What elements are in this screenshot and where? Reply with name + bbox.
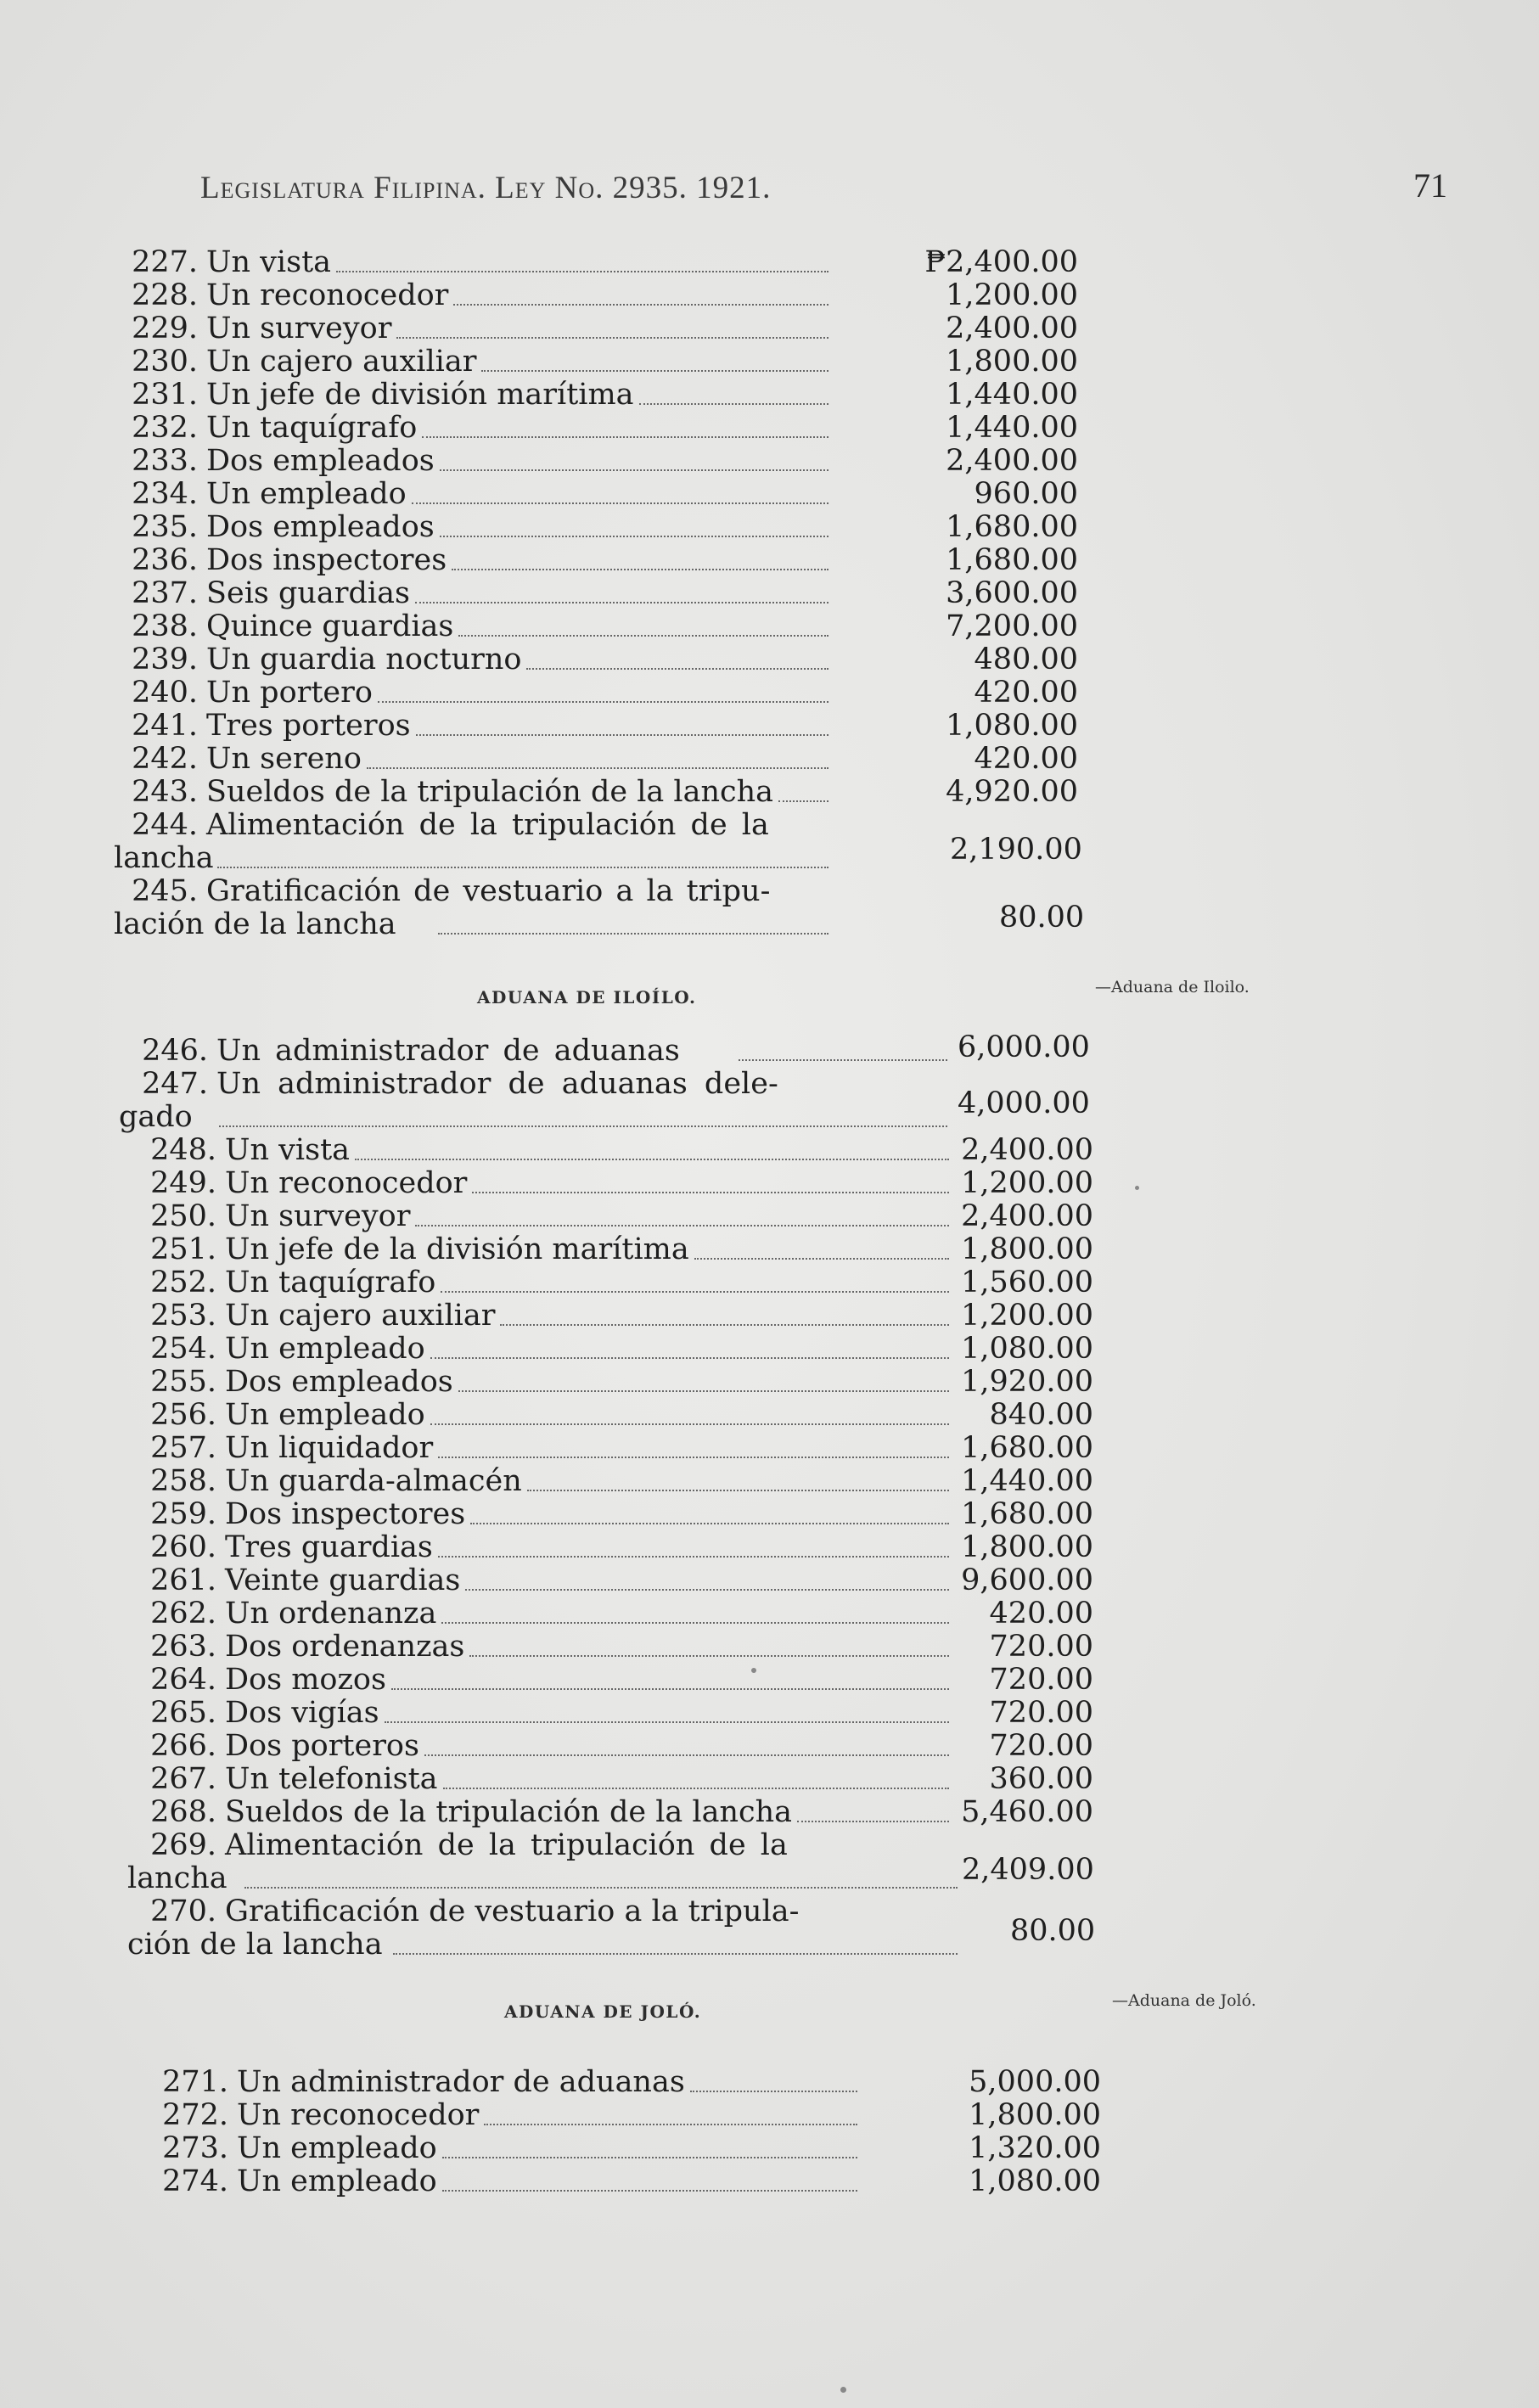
list-entry: [90, 610, 1092, 643]
dot-leader: [415, 602, 828, 603]
entry-description: Un cajero auxiliar: [206, 345, 477, 379]
page-number: 71: [1413, 166, 1447, 205]
entry-number: 262.: [150, 1597, 216, 1631]
entry-description: Sueldos de la tripulación de la lancha: [225, 1795, 792, 1829]
entry-amount: 2,409.00: [962, 1853, 1094, 1887]
entry-description: Dos inspectores: [206, 543, 447, 577]
entry-amount: 420.00: [974, 742, 1078, 776]
entry-description: Un telefonista: [225, 1762, 438, 1796]
entry-amount: 720.00: [989, 1696, 1093, 1730]
paper-speck: [840, 2387, 846, 2393]
entry-number: 227.: [132, 245, 198, 279]
entry-amount: 2,400.00: [961, 1199, 1093, 1233]
entry-amount: 3,600.00: [946, 576, 1078, 610]
entry-amount: 1,920.00: [961, 1365, 1093, 1399]
section-heading-iloilo: ADUANA DE ILOÍLO.: [477, 987, 697, 1008]
entry-number: 255.: [150, 1365, 216, 1399]
entry-number: 245.: [132, 874, 198, 908]
entry-269: [100, 1829, 1102, 1895]
entry-description: Seis guardias: [206, 576, 410, 610]
entry-number: 248.: [150, 1133, 216, 1167]
entry-number: 264.: [150, 1663, 216, 1697]
dot-leader: [527, 1490, 949, 1491]
entry-amount: 1,800.00: [969, 2098, 1101, 2132]
entry-description: Un administrador de aduanas dele-: [216, 1067, 778, 1101]
entry-number: 247.: [142, 1067, 208, 1101]
dot-leader: [367, 767, 828, 769]
dot-leader: [481, 370, 828, 372]
entry-amount: 1,560.00: [961, 1266, 1093, 1299]
list-entry: [100, 1498, 1102, 1531]
entry-number: 269.: [150, 1828, 216, 1862]
dot-leader: [797, 1821, 949, 1822]
dot-leader: [465, 1589, 949, 1591]
entry-amount: ₱2,400.00: [924, 245, 1078, 279]
entry-description: Un jefe de división marítima: [206, 378, 634, 412]
entry-amount: 9,600.00: [961, 1563, 1093, 1597]
entry-amount: 360.00: [989, 1762, 1093, 1796]
entry-number: 246.: [142, 1034, 208, 1068]
dot-leader: [440, 536, 828, 537]
entry-amount: 720.00: [989, 1663, 1093, 1697]
entry-number: 238.: [132, 609, 198, 643]
entry-description: Un taquígrafo: [225, 1266, 436, 1299]
entry-amount: 7,200.00: [946, 609, 1078, 643]
list-entry: [90, 776, 1092, 809]
entry-number: 235.: [132, 510, 198, 544]
entry-number: 230.: [132, 345, 198, 379]
entry-amount: 720.00: [989, 1630, 1093, 1664]
entry-amount: 1,200.00: [961, 1166, 1093, 1200]
entry-amount: 1,080.00: [969, 2164, 1101, 2198]
entry-number: 232.: [132, 411, 198, 445]
entry-description: Un taquígrafo: [206, 411, 418, 445]
list-entry: [100, 1564, 1102, 1597]
entry-amount: 2,400.00: [946, 312, 1078, 345]
dot-leader: [442, 2190, 857, 2192]
entry-number: 256.: [150, 1398, 216, 1432]
entry-number: 259.: [150, 1497, 216, 1531]
entry-number: 252.: [150, 1266, 216, 1299]
entry-number: 251.: [150, 1232, 216, 1266]
dot-leader: [694, 1258, 949, 1260]
list-entry: [100, 1697, 1102, 1730]
entry-description: Un sereno: [206, 742, 362, 776]
entry-description: Dos empleados: [206, 444, 435, 478]
entry-description: Un administrador de aduanas: [216, 1034, 680, 1068]
entry-description: Un guarda-almacén: [225, 1464, 522, 1498]
entry-number: 273.: [162, 2131, 228, 2165]
dot-leader: [500, 1324, 949, 1326]
entry-description: Un surveyor: [206, 312, 392, 345]
entry-description: Gratificación de vestuario a la tripula-: [225, 1894, 800, 1928]
dot-leader: [430, 1423, 949, 1425]
entry-amount: 1,440.00: [961, 1464, 1093, 1498]
list-entry: [100, 1597, 1102, 1631]
section-1-list: [90, 246, 1092, 941]
dot-leader: [422, 436, 828, 438]
entry-amount: 80.00: [999, 901, 1085, 935]
entry-amount: 1,800.00: [961, 1530, 1093, 1564]
list-entry: [90, 643, 1092, 676]
section-2-list: [100, 1030, 1102, 1962]
entry-amount: 1,680.00: [961, 1497, 1093, 1531]
list-entry: [100, 1432, 1102, 1465]
entry-description: Un empleado: [206, 477, 407, 511]
entry-amount: 1,440.00: [946, 411, 1078, 445]
list-entry: [112, 2132, 1114, 2165]
entry-number: 236.: [132, 543, 198, 577]
dot-leader: [430, 1357, 949, 1359]
dot-leader: [458, 1390, 949, 1392]
entry-number: 241.: [132, 709, 198, 743]
list-entry: [100, 1333, 1102, 1366]
entry-number: 263.: [150, 1630, 216, 1664]
entry-amount: 4,000.00: [958, 1086, 1090, 1120]
entry-number: 234.: [132, 477, 198, 511]
entry-description: Un ordenanza: [225, 1597, 437, 1631]
dot-leader: [472, 1192, 949, 1193]
entry-description: Veinte guardias: [225, 1563, 461, 1597]
entry-amount: 480.00: [974, 643, 1078, 676]
dot-leader: [396, 337, 828, 339]
list-entry: [90, 412, 1092, 445]
entry-number: 265.: [150, 1696, 216, 1730]
entry-amount: 1,200.00: [961, 1299, 1093, 1333]
list-entry: [90, 379, 1092, 412]
entry-description: Un reconocedor: [206, 278, 449, 312]
list-entry: [90, 246, 1092, 279]
entry-244: [90, 809, 1092, 875]
dot-leader: [778, 800, 828, 802]
entry-description: Un administrador de aduanas: [237, 2065, 685, 2099]
entry-description: Tres porteros: [206, 709, 411, 743]
entry-amount: 960.00: [974, 477, 1078, 511]
dot-leader: [391, 1688, 949, 1690]
dot-leader: [469, 1655, 949, 1657]
entry-amount: 2,400.00: [946, 444, 1078, 478]
list-entry: [100, 1531, 1102, 1564]
entry-number: 243.: [132, 775, 198, 809]
entry-description: Dos porteros: [225, 1729, 419, 1763]
entry-number: 253.: [150, 1299, 216, 1333]
entry-number: 250.: [150, 1199, 216, 1233]
list-entry: [100, 1233, 1102, 1266]
entry-number: 266.: [150, 1729, 216, 1763]
entry-description: Dos vigías: [225, 1696, 379, 1730]
entry-description-cont: lancha: [114, 841, 214, 875]
entry-270: [100, 1895, 1102, 1962]
entry-description: Un vista: [206, 245, 332, 279]
entry-number: 244.: [132, 808, 198, 842]
entry-number: 260.: [150, 1530, 216, 1564]
entry-amount: 2,400.00: [961, 1133, 1093, 1167]
entry-amount: 5,000.00: [969, 2065, 1101, 2099]
dot-leader: [458, 635, 828, 637]
entry-description: Dos empleados: [206, 510, 435, 544]
entry-description: Un reconocedor: [225, 1166, 468, 1200]
dot-leader: [412, 502, 828, 504]
list-entry: [112, 2066, 1114, 2099]
entry-amount: 420.00: [989, 1597, 1093, 1631]
margin-note-jolo: —Aduana de Joló.: [1112, 1991, 1256, 2010]
list-entry: [100, 1366, 1102, 1399]
dot-leader: [415, 1225, 949, 1226]
entry-description-cont: lación de la lancha: [114, 907, 396, 941]
entry-amount: 1,680.00: [946, 510, 1078, 544]
dot-leader: [378, 701, 828, 703]
dot-leader: [440, 469, 828, 471]
entry-245: [90, 875, 1092, 941]
entry-number: 270.: [150, 1894, 216, 1928]
section-heading-jolo: ADUANA DE JOLÓ.: [504, 2001, 702, 2022]
entry-number: 237.: [132, 576, 198, 610]
margin-note-iloilo: —Aduana de Iloilo.: [1095, 978, 1250, 996]
list-entry: [90, 743, 1092, 776]
entry-amount: 1,440.00: [946, 378, 1078, 412]
entry-description: Un jefe de la división marítima: [225, 1232, 689, 1266]
entry-number: 242.: [132, 742, 198, 776]
list-entry: [90, 676, 1092, 710]
entry-number: 268.: [150, 1795, 216, 1829]
list-entry: [100, 1730, 1102, 1763]
entry-amount: 420.00: [974, 676, 1078, 710]
dot-leader: [526, 668, 828, 670]
running-head: Legislatura Filipina. Ley No. 2935. 1921.: [200, 171, 772, 205]
entry-number: 274.: [162, 2164, 228, 2198]
entry-description: Tres guardias: [225, 1530, 433, 1564]
list-entry: [90, 445, 1092, 478]
entry-amount: 1,680.00: [961, 1431, 1093, 1465]
list-entry: [100, 1134, 1102, 1167]
entry-description-cont: gado: [119, 1100, 193, 1134]
list-entry: [100, 1763, 1102, 1796]
entry-246: [100, 1030, 1102, 1068]
entry-amount: 1,200.00: [946, 278, 1078, 312]
entry-description: Un guardia nocturno: [206, 643, 522, 676]
dot-leader: [470, 1523, 949, 1524]
dot-leader: [484, 2124, 857, 2125]
entry-number: 233.: [132, 444, 198, 478]
entry-description: Gratificación de vestuario a la tripu-: [206, 874, 771, 908]
entry-description: Un cajero auxiliar: [225, 1299, 496, 1333]
list-entry: [90, 279, 1092, 312]
entry-description: Sueldos de la tripulación de la lancha: [206, 775, 773, 809]
entry-number: 254.: [150, 1332, 216, 1366]
dot-leader: [441, 1291, 949, 1293]
entry-description: Un empleado: [237, 2131, 437, 2165]
list-entry: [112, 2099, 1114, 2132]
dot-leader: [438, 1457, 949, 1458]
entry-description: Alimentación de la tripulación de la: [225, 1828, 788, 1862]
entry-number: 267.: [150, 1762, 216, 1796]
entry-number: 239.: [132, 643, 198, 676]
entry-amount: 1,800.00: [961, 1232, 1093, 1266]
entry-amount: 80.00: [1010, 1914, 1096, 1948]
entry-description: Dos mozos: [225, 1663, 386, 1697]
list-entry: [100, 1664, 1102, 1697]
dot-leader: [639, 403, 828, 405]
entry-number: 257.: [150, 1431, 216, 1465]
entry-description: Alimentación de la tripulación de la: [206, 808, 769, 842]
list-entry: [90, 312, 1092, 345]
dot-leader: [424, 1754, 949, 1756]
entry-description: Un vista: [225, 1133, 351, 1167]
entry-amount: 720.00: [989, 1729, 1093, 1763]
list-entry: [100, 1200, 1102, 1233]
entry-247: [100, 1068, 1102, 1134]
entry-amount: 5,460.00: [961, 1795, 1093, 1829]
entry-amount: 1,680.00: [946, 543, 1078, 577]
entry-description: Dos inspectores: [225, 1497, 466, 1531]
list-entry: [90, 710, 1092, 743]
entry-number: 261.: [150, 1563, 216, 1597]
entry-description: Dos ordenanzas: [225, 1630, 465, 1664]
list-entry: [100, 1399, 1102, 1432]
dot-leader: [336, 271, 828, 272]
entry-amount: 840.00: [989, 1398, 1093, 1432]
dot-leader: [442, 2157, 857, 2158]
entry-amount: 1,080.00: [946, 709, 1078, 743]
paper-speck: [751, 1668, 756, 1673]
entry-number: 228.: [132, 278, 198, 312]
list-entry: [100, 1465, 1102, 1498]
entry-number: 229.: [132, 312, 198, 345]
entry-description: Dos empleados: [225, 1365, 453, 1399]
dot-leader: [441, 1622, 949, 1624]
entry-description: Quince guardias: [206, 609, 454, 643]
list-entry: [112, 2165, 1114, 2198]
paper-speck: [1135, 1186, 1139, 1190]
list-entry: [100, 1631, 1102, 1664]
list-entry: [100, 1299, 1102, 1333]
entry-number: 271.: [162, 2065, 228, 2099]
dot-leader: [443, 1788, 949, 1789]
entry-description-cont: lancha: [127, 1861, 227, 1895]
entry-description: Un surveyor: [225, 1199, 411, 1233]
entry-amount: 2,190.00: [950, 833, 1082, 867]
dot-leader: [355, 1159, 949, 1160]
entry-description: Un empleado: [225, 1332, 425, 1366]
list-entry: [90, 544, 1092, 577]
dot-leader: [438, 1556, 949, 1558]
entry-number: 258.: [150, 1464, 216, 1498]
list-entry: [90, 478, 1092, 511]
entry-amount: 6,000.00: [958, 1030, 1090, 1064]
list-entry: [90, 345, 1092, 379]
entry-description: Un reconocedor: [237, 2098, 480, 2132]
list-entry: [90, 577, 1092, 610]
entry-number: 249.: [150, 1166, 216, 1200]
entry-amount: 4,920.00: [946, 775, 1078, 809]
entry-description: Un liquidador: [225, 1431, 434, 1465]
entry-number: 272.: [162, 2098, 228, 2132]
list-entry: [90, 511, 1092, 544]
entry-description-cont: ción de la lancha: [127, 1928, 383, 1962]
entry-number: 240.: [132, 676, 198, 710]
section-3-list: [112, 2066, 1114, 2198]
entry-number: 231.: [132, 378, 198, 412]
entry-amount: 1,080.00: [961, 1332, 1093, 1366]
dot-leader: [453, 304, 828, 306]
dot-leader: [452, 569, 828, 570]
list-entry: [100, 1266, 1102, 1299]
dot-leader: [416, 734, 828, 736]
entry-amount: 1,320.00: [969, 2131, 1101, 2165]
dot-leader: [385, 1721, 949, 1723]
list-entry: [100, 1167, 1102, 1200]
dot-leader: [690, 2091, 857, 2092]
entry-description: Un portero: [206, 676, 373, 710]
entry-amount: 1,800.00: [946, 345, 1078, 379]
list-entry: [100, 1796, 1102, 1829]
entry-description: Un empleado: [225, 1398, 425, 1432]
entry-description: Un empleado: [237, 2164, 437, 2198]
